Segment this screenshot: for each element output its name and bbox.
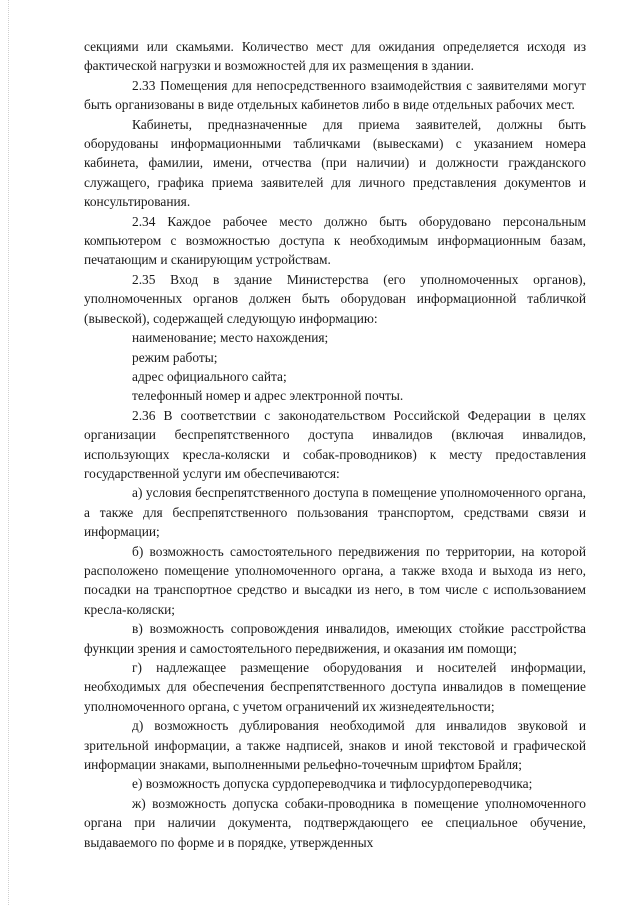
list-item-website: адрес официального сайта; [132,368,287,384]
list-item-name-location: наименование; место нахождения; [132,330,329,346]
list-item-work-schedule: режим работы; [132,349,218,365]
paragraph-item-e: е) возможность допуска сурдопереводчика и тифлосурдопереводчика; [132,776,533,792]
scan-edge-line [8,0,10,905]
document-page [84,37,586,852]
list-item-phone-email: телефонный номер и адрес электронной почты. [132,388,404,404]
paragraph-2-34: 2.34 Каждое рабочее место должно быть оборудовано персональным компьютером с возможностью доступа к необходимым информационным базам, печатающим и сканирующим устройствам. [84,213,586,268]
paragraph-item-b: б) возможность самостоятельного передвижения по территории, на которой расположено помещение уполномоченного органа, а также входа и выхода из него, посадки на транспортное средство и высадки из него, в том числе с использованием кресла-коляски; [84,543,586,617]
paragraph-item-zh: ж) возможность допуска собаки-проводника в помещение уполномоченного органа при наличии документа, подтверждающего ее специальное обучение, выдаваемого по форме и в порядке, утвержденных [84,795,586,850]
paragraph-item-g: г) надлежащее размещение оборудования и носителей информации, необходимых для обеспечения беспрепятственного доступа инвалидов в помещение уполномоченного органа, с учетом ограничений их жизнедеятельности; [84,660,586,714]
paragraph-2-33: 2.33 Помещения для непосредственного взаимодействия с заявителями могут быть организованы в виде отдельных кабинетов либо в виде отдельных рабочих мест. [84,77,586,113]
paragraph-item-d: д) возможность дублирования необходимой для инвалидов звуковой и зрительной информации, а также надписей, знаков и иной текстовой и графической информации знаками, выполненными рельефно-точечным шрифтом Брайля; [84,718,586,773]
paragraph-continuation: секциями или скамьями. Количество мест для ожидания определяется исходя из фактической нагрузки и возможностей для их размещения в здании. [84,39,586,74]
paragraph-2-36: 2.36 В соответствии с законодательством Российской Федерации в целях организации беспрепятственного доступа инвалидов (включая инвалидов, использующих кресла-коляски и собак-проводников) к месту предоставления государственной услуги им обеспечиваются: [84,407,586,481]
paragraph-2-35: 2.35 Вход в здание Министерства (его уполномоченных органов), уполномоченных органов должен быть оборудован информационной табличкой (вывеской), содержащей следующую информацию: [84,271,586,326]
paragraph-cabinets: Кабинеты, предназначенные для приема заявителей, должны быть оборудованы информационными табличками (вывесками) с указанием номера кабинета, фамилии, имени, отчества (при наличии) и должности гражданского служащего, графика приема заявителей для личного представления документов и консультирования. [84,116,586,210]
paragraph-item-a: а) условия беспрепятственного доступа в помещение уполномоченного органа, а также для беспрепятственного пользования транспортом, средствами связи и информации; [84,485,586,540]
paragraph-item-v: в) возможность сопровождения инвалидов, имеющих стойкие расстройства функции зрения и самостоятельного передвижения, и оказания им помощи; [84,621,586,656]
